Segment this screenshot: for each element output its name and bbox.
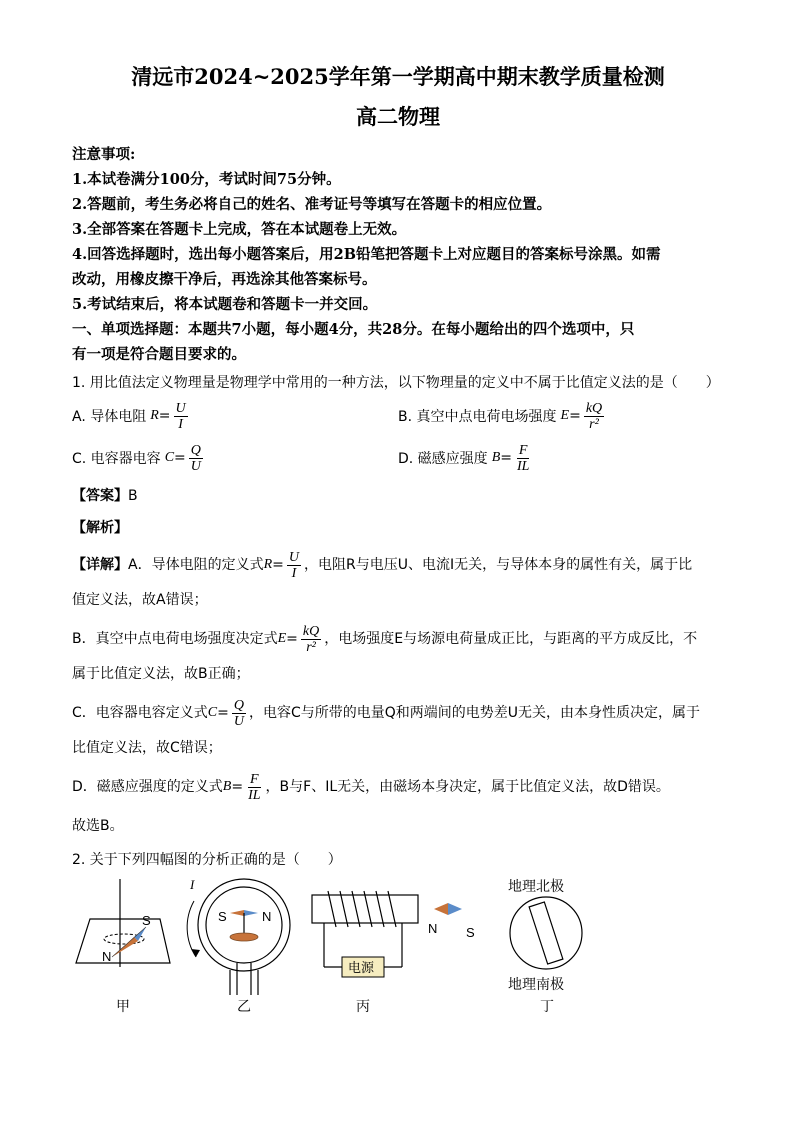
option-a	[72, 401, 398, 432]
figure-bing	[312, 891, 475, 1015]
denominator: r²	[306, 639, 316, 655]
notice-item: 改动，用橡皮擦干净后，再选涂其他答案标号。	[72, 271, 377, 288]
numerator: Q	[233, 697, 244, 713]
symbol-b: B	[222, 779, 232, 794]
explanation-text: A．导体电阻的定义式	[128, 557, 264, 573]
option-b	[398, 401, 724, 432]
label-s: S	[218, 909, 227, 924]
fraction-u-over-i	[287, 550, 301, 581]
numerator: F	[250, 771, 259, 787]
label-n: N	[262, 909, 272, 924]
denominator: IL	[516, 458, 530, 474]
figure-jia	[76, 879, 170, 1015]
explanation-text: ，B与F、IL无关，由磁场本身决定，属于比值定义法，故D错误。	[265, 779, 670, 795]
numerator: Q	[190, 442, 201, 458]
fraction-kq-over-r2	[301, 624, 321, 655]
denominator: U	[190, 458, 201, 474]
figure-yi	[187, 877, 290, 1015]
power-source-label: 电源	[348, 961, 375, 976]
equals-sign: =	[231, 779, 244, 795]
symbol-b: B	[491, 450, 501, 465]
equals-sign: =	[272, 557, 284, 573]
symbol-r: R	[150, 408, 159, 423]
notice-heading: 注意事项:	[72, 146, 136, 163]
figure-ding	[508, 878, 582, 1015]
explanation-b	[72, 619, 724, 659]
option-c-label: C. 电容器电容	[72, 451, 161, 467]
numerator: U	[175, 400, 186, 416]
physics-diagrams	[72, 877, 724, 1047]
numerator: U	[288, 549, 299, 565]
symbol-e: E	[277, 631, 287, 646]
analysis-tag	[72, 517, 724, 539]
explanation-d	[72, 767, 724, 807]
explanation-c	[72, 693, 724, 733]
equals-sign: =	[500, 450, 512, 466]
exam-page	[72, 60, 724, 1047]
geographic-south-label: 地理南极	[508, 977, 564, 993]
fraction-kq-over-r2	[584, 401, 604, 432]
figure-label-bing: 丙	[356, 999, 370, 1015]
option-a-label: A. 导体电阻	[72, 409, 147, 425]
question-1-options-row	[72, 395, 724, 437]
fraction-q-over-u	[189, 443, 203, 474]
option-d-label: D. 磁感应强度	[398, 451, 488, 467]
symbol-c: C	[207, 705, 218, 720]
explanation-text: D．磁感应强度的定义式	[72, 779, 223, 795]
explanation-text: 值定义法，故A错误；	[72, 592, 208, 608]
explanation-text: ，电阻R与电压U、电流I无关，与导体本身的属性有关，属于比	[304, 557, 693, 573]
label-s: S	[466, 925, 475, 940]
answer-tag: 【答案】	[72, 488, 128, 504]
question-1-stem: 1. 用比值法定义物理量是物理学中常用的一种方法，以下物理量的定义中不属于比值定义法的是（ ）	[72, 375, 720, 391]
fraction-q-over-u	[232, 698, 246, 729]
option-b-label: B. 真空中点电荷电场强度	[398, 409, 557, 425]
explanation-text: ，电场强度E与场源电荷量成正比，与距离的平方成反比，不	[324, 631, 698, 647]
figure-label-ding: 丁	[540, 999, 554, 1015]
label-n: N	[102, 949, 112, 964]
explanation-text: 比值定义法，故C错误；	[72, 740, 222, 756]
explanation-text: B．真空中点电荷电场强度决定式	[72, 631, 278, 647]
notice-item: 3.全部答案在答题卡上完成，答在本试题卷上无效。	[72, 221, 407, 238]
notice-item: 4.回答选择题时，选出每小题答案后，用2B铅笔把答题卡上对应题目的答案标号涂黑。如需	[72, 246, 661, 263]
explanation-text: ，电容C与所带的电量Q和两端间的电势差U无关，由本身性质决定，属于	[248, 705, 701, 721]
option-c	[72, 443, 398, 474]
explanation-text: 属于比值定义法，故B正确；	[72, 666, 250, 682]
equals-sign: =	[569, 408, 581, 424]
numerator: F	[518, 442, 528, 458]
explanation-a	[72, 545, 724, 585]
fraction-f-over-il	[246, 772, 262, 803]
answer-value: B	[128, 488, 138, 504]
notice-item: 5.考试结束后，将本试题卷和答题卡一并交回。	[72, 296, 378, 313]
notice-item: 2.答题前，考生务必将自己的姓名、准考证号等填写在答题卡的相应位置。	[72, 196, 552, 213]
equals-sign: =	[158, 408, 171, 424]
analysis-label: 【解析】	[72, 520, 128, 536]
explanation-text: C．电容器电容定义式	[72, 705, 208, 721]
equals-sign: =	[286, 631, 298, 647]
denominator: I	[178, 416, 183, 432]
section-heading: 有一项是符合题目要求的。	[72, 346, 246, 363]
figure-label-jia: 甲	[116, 999, 130, 1015]
symbol-r: R	[263, 557, 273, 572]
option-d	[398, 443, 724, 474]
equals-sign: =	[217, 705, 229, 721]
question-2-figure	[72, 877, 724, 1047]
label-s: S	[142, 913, 151, 928]
denominator: r²	[589, 416, 599, 432]
figure-label-yi: 乙	[237, 999, 251, 1015]
exam-subtitle: 高二物理	[356, 104, 440, 129]
conclusion: 故选B。	[72, 818, 124, 834]
numerator: kQ	[302, 623, 320, 639]
equals-sign: =	[174, 450, 186, 466]
exam-title: 清远市2024~2025学年第一学期高中期末教学质量检测	[131, 64, 665, 89]
label-n: N	[428, 921, 438, 936]
denominator: U	[233, 713, 244, 729]
fraction-u-over-i	[174, 401, 188, 432]
detail-tag: 【详解】	[72, 557, 128, 573]
notice-block	[72, 142, 724, 317]
symbol-e: E	[560, 408, 570, 423]
section-heading: 一、单项选择题：本题共7小题，每小题4分，共28分。在每小题给出的四个选项中，只	[72, 321, 635, 338]
notice-item: 1.本试卷满分100分，考试时间75分钟。	[72, 171, 341, 188]
fraction-f-over-il	[515, 443, 531, 474]
answer-line	[72, 485, 724, 507]
question-1-options-row	[72, 437, 724, 479]
label-current-i: I	[190, 877, 195, 892]
denominator: IL	[248, 787, 261, 803]
numerator: kQ	[585, 400, 603, 416]
denominator: I	[291, 565, 297, 581]
symbol-c: C	[164, 450, 175, 465]
question-2-stem: 2. 关于下列四幅图的分析正确的是（ ）	[72, 852, 342, 868]
geographic-north-label: 地理北极	[508, 879, 564, 895]
